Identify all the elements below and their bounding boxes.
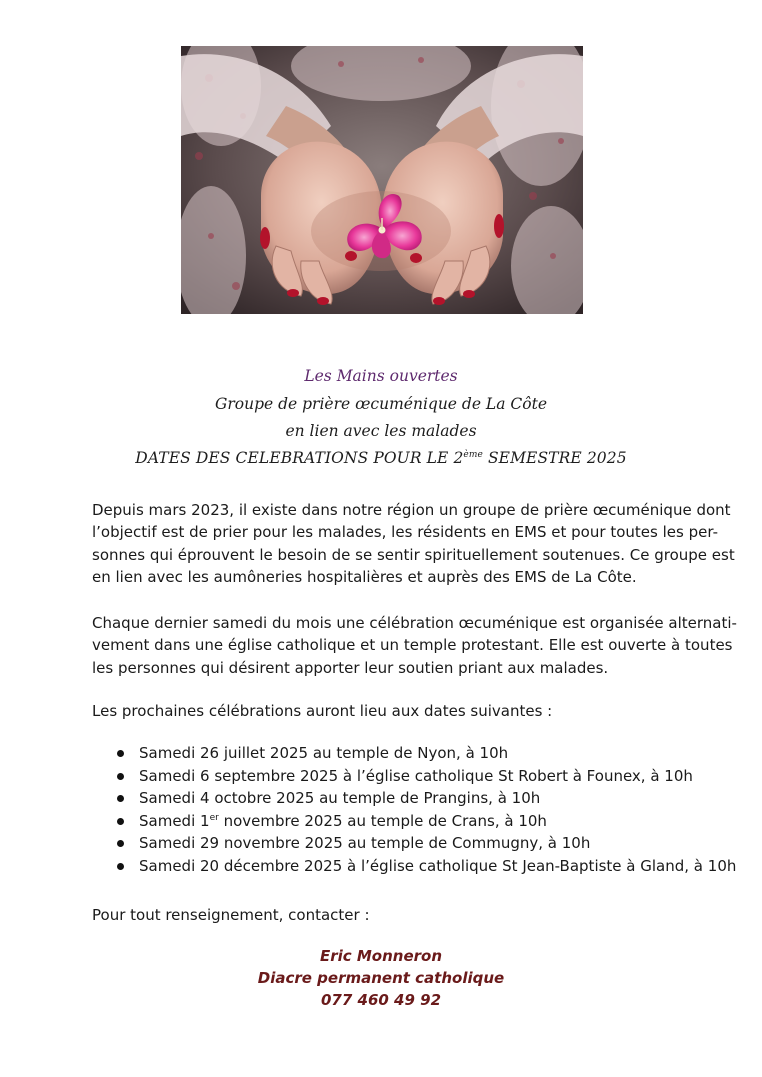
list-item <box>117 855 736 878</box>
subtitle-group: Groupe de prière œcuménique de La Côte <box>214 395 547 413</box>
hero-photo <box>181 46 583 314</box>
contact-intro <box>92 904 718 926</box>
paragraph-line: Depuis mars 2023, il existe dans notre région un groupe de prière œcuménique dont <box>92 501 731 519</box>
paragraph-line: vement dans une église catholique et un temple protestant. Elle est ouverte à toutes <box>92 636 733 655</box>
paragraph-line: les personnes qui désirent apporter leur soutien priant aux malades. <box>92 658 609 677</box>
list-item <box>117 810 736 833</box>
dates-heading-superscript: ème <box>463 450 483 460</box>
dates-heading <box>0 448 762 468</box>
list-item-text-post: novembre 2025 au temple de Crans, à 10h <box>218 811 547 830</box>
list-item <box>117 787 736 810</box>
list-item <box>117 832 736 855</box>
bullet-icon <box>117 773 124 780</box>
bullet-icon <box>117 818 124 825</box>
bullet-icon <box>117 795 124 802</box>
paragraph-line: sonnes qui éprouvent le besoin de se sentir spirituellement soutenues. Ce groupe est <box>92 545 735 564</box>
paragraph-line: Les prochaines célébrations auront lieu aux dates suivantes : <box>92 702 553 720</box>
contact-name: Eric Monneron <box>319 947 443 965</box>
dates-heading-suffix: SEMESTRE 2025 <box>482 449 627 467</box>
list-item-text: Samedi 20 décembre 2025 à l’église catholique St Jean-Baptiste à Gland, à 10h <box>139 856 737 875</box>
bullet-icon <box>117 863 124 870</box>
intro-paragraph <box>92 499 735 589</box>
list-item <box>117 765 736 788</box>
celebration-list <box>117 742 736 878</box>
list-item <box>117 742 736 765</box>
list-item-text: Samedi 26 juillet 2025 au temple de Nyon, à 10h <box>139 744 509 762</box>
paragraph-line: Pour tout renseignement, contacter : <box>92 906 370 924</box>
paragraph-line: Chaque dernier samedi du mois une célébration œcuménique est organisée alternati- <box>92 614 737 632</box>
bullet-icon <box>117 840 124 847</box>
contact-role: Diacre permanent catholique <box>257 969 505 987</box>
hands-flower-illustration <box>181 46 583 314</box>
paragraph-line: en lien avec les aumôneries hospitalières et auprès des EMS de La Côte. <box>92 568 637 587</box>
dates-intro <box>92 700 718 722</box>
list-item-text: Samedi 29 novembre 2025 au temple de Commugny, à 10h <box>139 834 591 853</box>
list-item-text: Samedi 6 septembre 2025 à l’église catholique St Robert à Founex, à 10h <box>139 766 693 785</box>
dates-heading-prefix: DATES DES CELEBRATIONS POUR LE 2 <box>135 449 464 467</box>
celebration-paragraph <box>92 612 737 679</box>
contact-phone: 077 460 49 92 <box>320 991 442 1009</box>
paragraph-line: l’objectif est de prier pour les malades, les résidents en EMS et pour toutes les per- <box>92 523 718 542</box>
list-item-superscript: er <box>209 812 219 823</box>
page-title: Les Mains ouvertes <box>304 367 458 385</box>
list-item-text-pre: Samedi 1 <box>139 811 210 830</box>
list-item-text: Samedi 4 octobre 2025 au temple de Prangins, à 10h <box>139 789 541 808</box>
bullet-icon <box>117 750 124 757</box>
subtitle-link: en lien avec les malades <box>285 422 477 440</box>
